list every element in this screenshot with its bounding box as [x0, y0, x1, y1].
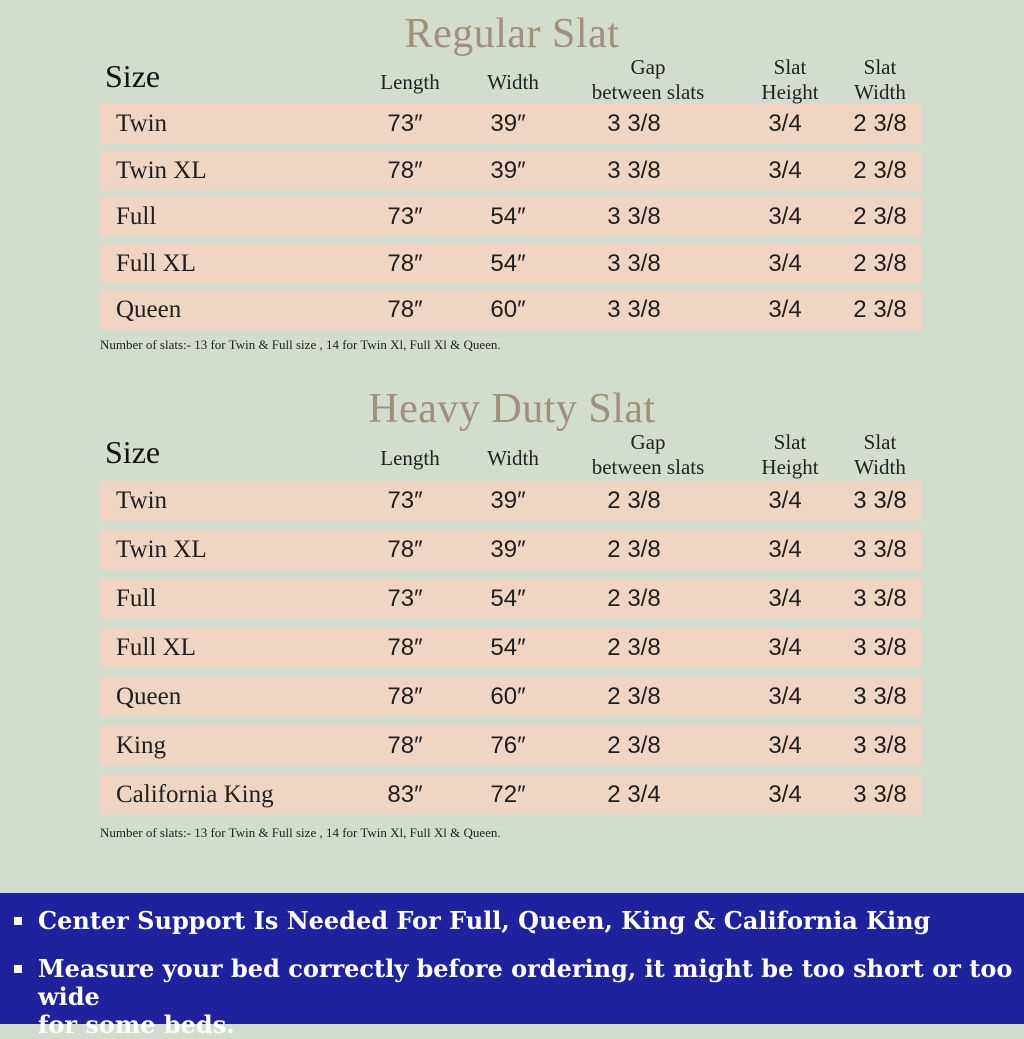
size-cell: King: [116, 732, 166, 759]
gap-cell: 3 3/8: [607, 110, 661, 137]
length-cell: 78″: [387, 683, 423, 710]
width-cell: 39″: [490, 156, 526, 184]
table-row: [100, 290, 922, 330]
width-cell: 39″: [490, 487, 526, 514]
slat-width-cell: 3 3/8: [853, 634, 907, 661]
width-cell: 54″: [490, 585, 526, 612]
gap-cell: 2 3/8: [607, 634, 661, 661]
slat-width-cell: 3 3/8: [853, 781, 907, 808]
header-length: Length: [380, 446, 440, 470]
size-cell: Full XL: [116, 249, 196, 277]
length-cell: 73″: [387, 487, 423, 514]
gap-cell: 2 3/8: [607, 487, 661, 514]
slat-height-cell: 3/4: [768, 683, 802, 710]
heavy-slats-note: Number of slats:- 13 for Twin & Full size , 14 for Twin Xl, Full Xl & Queen.: [100, 825, 501, 840]
slat-height-cell: 3/4: [768, 585, 802, 612]
size-cell: Twin XL: [116, 536, 207, 563]
gap-cell: 3 3/8: [607, 249, 661, 277]
gap-cell: 3 3/8: [607, 203, 661, 230]
table-row: [100, 579, 922, 619]
gap-cell: 2 3/8: [607, 683, 661, 710]
bullet-square-icon: [14, 965, 22, 973]
size-cell: California King: [116, 781, 274, 808]
length-cell: 73″: [387, 203, 423, 230]
table-row: [100, 244, 922, 284]
regular-slat-title: Regular Slat: [404, 11, 620, 57]
table-row: [100, 726, 922, 766]
gap-cell: 2 3/4: [607, 781, 661, 808]
length-cell: 73″: [387, 110, 423, 137]
slat-width-cell: 2 3/8: [853, 249, 907, 277]
width-cell: 39″: [490, 110, 526, 137]
length-cell: 78″: [387, 296, 423, 323]
gap-cell: 2 3/8: [607, 585, 661, 612]
width-cell: 76″: [490, 732, 526, 759]
slat-height-cell: 3/4: [768, 536, 802, 563]
header-size: Size: [105, 434, 161, 470]
slat-width-cell: 3 3/8: [853, 487, 907, 514]
width-cell: 54″: [490, 249, 526, 277]
slat-height-cell: 3/4: [768, 156, 802, 184]
table-row: [100, 677, 922, 717]
size-cell: Twin: [116, 110, 168, 137]
slat-height-cell: 3/4: [768, 296, 802, 323]
width-cell: 54″: [490, 203, 526, 230]
header-slat-height: Slat Height: [761, 55, 819, 104]
length-cell: 78″: [387, 732, 423, 759]
table-row: [100, 197, 922, 237]
slat-width-cell: 3 3/8: [853, 585, 907, 612]
regular-slats-note: Number of slats:- 13 for Twin & Full size , 14 for Twin Xl, Full Xl & Queen.: [100, 337, 501, 352]
slat-width-cell: 3 3/8: [853, 683, 907, 710]
width-cell: 39″: [490, 536, 526, 563]
length-cell: 78″: [387, 536, 423, 563]
slat-height-cell: 3/4: [768, 732, 802, 759]
gap-cell: 2 3/8: [607, 536, 661, 563]
header-width: Width: [487, 70, 539, 94]
heavy-duty-slat-title: Heavy Duty Slat: [368, 386, 656, 432]
slat-height-cell: 3/4: [768, 634, 802, 661]
slat-width-cell: 2 3/8: [853, 296, 907, 323]
length-cell: 78″: [387, 634, 423, 661]
size-cell: Queen: [116, 683, 182, 710]
slat-height-cell: 3/4: [768, 203, 802, 230]
length-cell: 73″: [387, 585, 423, 612]
gap-cell: 3 3/8: [607, 156, 661, 184]
slat-width-cell: 2 3/8: [853, 203, 907, 230]
header-gap: Gap between slats: [591, 55, 705, 104]
slat-height-cell: 3/4: [768, 110, 802, 137]
table-row: [100, 628, 922, 668]
table-row: [100, 775, 922, 815]
gap-cell: 3 3/8: [607, 296, 661, 323]
footer-bullet-center-support: Center Support Is Needed For Full, Queen, King & California King: [14, 907, 930, 935]
size-cell: Full: [116, 585, 157, 612]
gap-cell: 2 3/8: [607, 732, 661, 759]
header-size: Size: [105, 58, 161, 94]
slat-width-cell: 3 3/8: [853, 732, 907, 759]
header-gap: Gap between slats: [591, 430, 705, 479]
slat-height-cell: 3/4: [768, 487, 802, 514]
table-row: [100, 481, 922, 521]
bullet-square-icon: [14, 917, 22, 925]
header-slat-width: Slat Width: [854, 55, 906, 104]
width-cell: 60″: [490, 683, 526, 710]
header-width: Width: [487, 446, 539, 470]
length-cell: 83″: [387, 781, 423, 808]
size-cell: Twin XL: [116, 156, 207, 184]
length-cell: 78″: [387, 249, 423, 277]
header-length: Length: [380, 70, 440, 94]
slat-height-cell: 3/4: [768, 781, 802, 808]
slat-width-cell: 2 3/8: [853, 110, 907, 137]
slat-height-cell: 3/4: [768, 249, 802, 277]
table-row: [100, 530, 922, 570]
length-cell: 78″: [387, 156, 423, 184]
table-row: [100, 151, 922, 191]
width-cell: 54″: [490, 634, 526, 661]
width-cell: 72″: [490, 781, 526, 808]
width-cell: 60″: [490, 296, 526, 323]
slat-width-cell: 2 3/8: [853, 156, 907, 184]
footer-banner: [0, 893, 1024, 1039]
size-cell: Twin: [116, 487, 168, 514]
footer-bullet-measure: Measure your bed correctly before ordering, it might be too short or too wide for some beds.: [14, 955, 1024, 1039]
size-cell: Full XL: [116, 634, 196, 661]
header-slat-width: Slat Width: [854, 430, 906, 479]
size-cell: Queen: [116, 296, 182, 323]
size-cell: Full: [116, 203, 157, 230]
header-slat-height: Slat Height: [761, 430, 819, 479]
table-row: [100, 104, 922, 144]
slat-width-cell: 3 3/8: [853, 536, 907, 563]
